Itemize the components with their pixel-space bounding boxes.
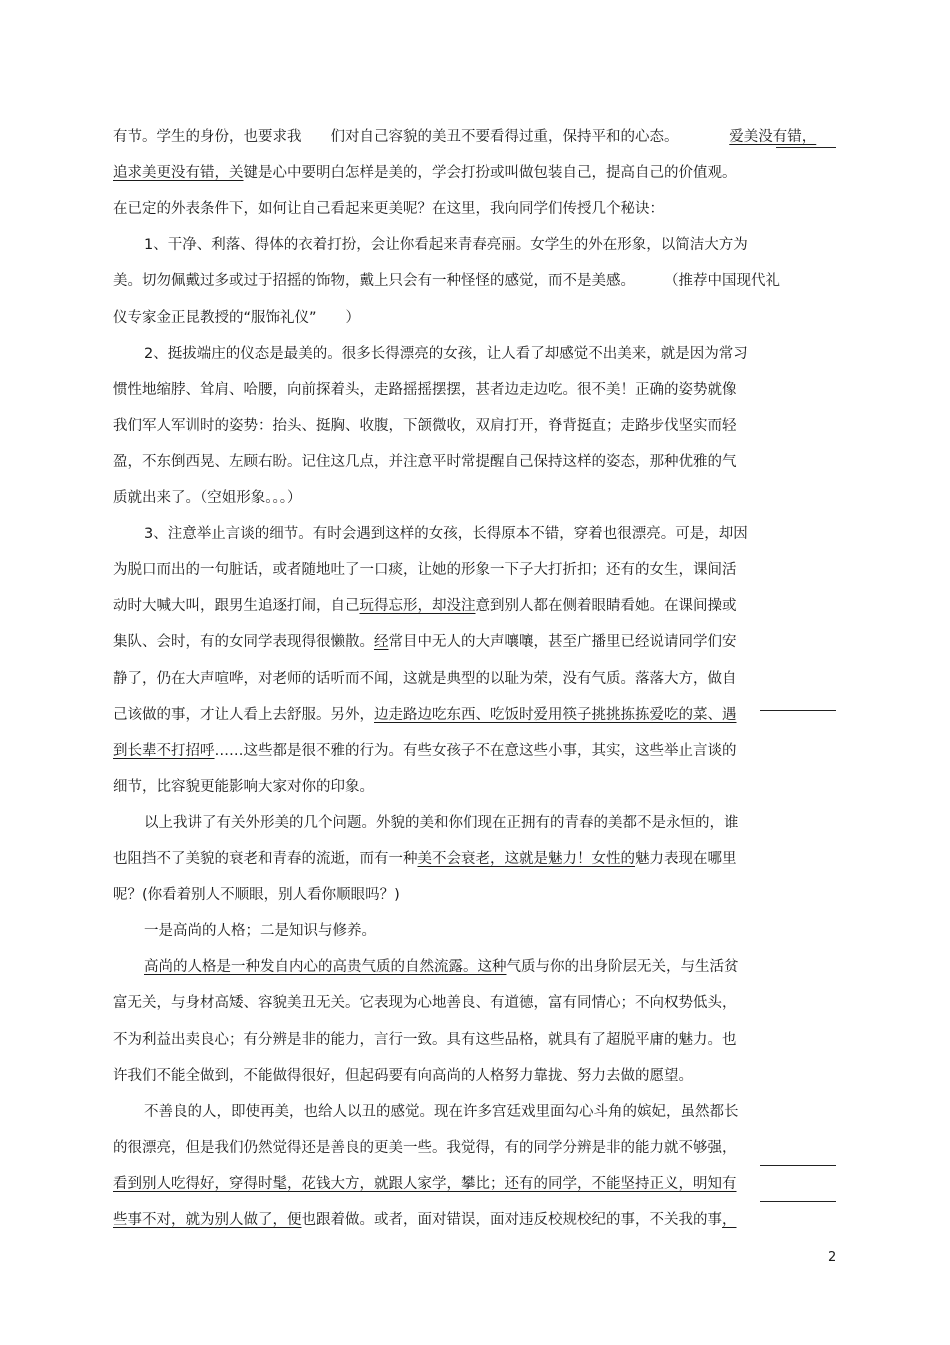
underlined-text: 边走路边吃东西、吃饭时爱用筷子挑挑拣拣爱吃的菜、遇 (374, 706, 737, 723)
text-segment: 键是心中要明白怎样是美的，学会打扮或叫做包装自己，提高自己的价值观。 (243, 165, 737, 182)
text-line (113, 993, 737, 1013)
text-line (113, 271, 780, 291)
text-line (113, 416, 737, 436)
underlined-text: 看到别人吃得好，穿得时髦，花钱大方，就跟人家学，攀比；还有的同学，不能坚持正义，明知有 (113, 1175, 737, 1192)
text-line (113, 452, 737, 472)
text-segment: 集队、会时，有的女同学表现得很懒散。 (113, 634, 374, 651)
page-number: 2 (828, 1250, 837, 1265)
text-line (113, 777, 374, 797)
underlined-text: 爱美没有错， (729, 129, 817, 145)
text-segment: 美。切勿佩戴过多或过于招摇的饰物，戴上只会有一种怪怪的感觉，而不是美感。 （推荐中国现代礼 (113, 273, 780, 290)
text-line (113, 127, 816, 147)
text-segment: 盈，不东倒西晃、左顾右盼。记住这几点，并注意平时常提醒自己保持这样的姿态，那种优雅的气 (113, 453, 737, 470)
text-line (113, 163, 737, 183)
underlined-text: 追求美更没有错，关 (113, 165, 244, 182)
text-line (113, 669, 737, 689)
text-line (113, 849, 737, 869)
text-segment: 呢？(你看着别人不顺眼，别人看你顺眼吗？) (113, 887, 400, 904)
text-segment: 有节。学生的身份，也要求我 们对自己容貌的美丑不要看得过重，保持平和的心态。 (113, 129, 730, 145)
text-line (113, 1174, 737, 1194)
text-segment: 动时大喊大叫，跟男生追逐打闹，自己 (113, 598, 360, 615)
text-line (113, 705, 737, 725)
text-segment: 细节，比容貌更能影响大家对你的印象。 (113, 778, 374, 795)
text-segment: 常目中无人的大声嚷嚷，甚至广播里已经说请同学们安 (388, 634, 737, 651)
text-segment: 也阻挡不了美貌的衰老和青春的流逝，而有一种 (113, 851, 418, 867)
text-line (113, 1066, 693, 1086)
underlined-text: ， (722, 1212, 737, 1228)
text-line (113, 308, 360, 328)
text-segment: 惯性地缩脖、耸肩、哈腰，向前探着头，走路摇摇摆摆，甚者边走边吃。很不美！正确的姿势就像 (113, 381, 737, 398)
text-segment: 的很漂亮，但是我们仍然觉得还是善良的更美一些。我觉得，有的同学分辨是非的能力就不够强， (113, 1139, 737, 1156)
text-segment: 以上我讲了有关外形美的几个问题。外貌的美和你们现在正拥有的青春的美都不是永恒的，谁 (144, 814, 739, 831)
text-segment: ……这些都是很不雅的行为。有些女孩子不在意这些小事，其实，这些举止言谈的 (214, 742, 737, 759)
text-segment: 在已定的外表条件下，如何让自己看起来更美呢？在这里，我向同学们传授几个秘诀： (113, 201, 664, 218)
text-line (113, 1138, 737, 1158)
text-segment: 意到别人都在侧着眼睛看她。在课间操或 (475, 598, 737, 615)
text-segment: 我们军人军训时的姿势：抬头、挺胸、收腹，下颌微收，双肩打开，脊背挺直；走路步伐坚实而轻 (113, 417, 737, 434)
underline-rule (760, 1165, 836, 1166)
text-segment: 魅力表现在哪里 (635, 851, 737, 867)
text-line (113, 632, 737, 652)
text-line (113, 596, 737, 616)
underlined-text: 经 (374, 634, 389, 651)
text-line (113, 885, 400, 905)
text-line (113, 380, 737, 400)
text-line (113, 488, 302, 508)
text-line (113, 1210, 737, 1230)
text-segment: 一是高尚的人格；二是知识与修养。 (144, 923, 376, 940)
text-line (113, 1030, 737, 1050)
text-line (144, 921, 376, 941)
underline-rule (760, 1201, 836, 1202)
text-segment: 许我们不能全做到，不能做得很好，但起码要有向高尚的人格努力靠拢、努力去做的愿望。 (113, 1067, 693, 1084)
text-line (144, 1102, 739, 1122)
text-segment: 己该做的事，才让人看上去舒服。另外， (113, 706, 374, 723)
underlined-text: 些事不对，就为别人做了，便 (113, 1212, 302, 1228)
text-segment: 仪专家金正昆教授的“服饰礼仪” ） (113, 309, 361, 326)
text-segment: 质就出来了。（空姐形象。。。） (113, 490, 302, 506)
text-segment: 不善良的人，即使再美，也给人以丑的感觉。现在许多宫廷戏里面勾心斗角的嫔妃，虽然都长 (144, 1103, 739, 1120)
text-line (144, 524, 748, 544)
text-segment: 3、注意举止言谈的细节。有时会遇到这样的女孩，长得原本不错，穿着也很漂亮。可是，却因 (144, 526, 748, 543)
text-line (113, 741, 737, 761)
underline-rule (760, 710, 836, 711)
text-segment: 2、挺拔端庄的仪态是最美的。很多长得漂亮的女孩，让人看了却感觉不出美来，就是因为常习 (144, 345, 748, 362)
text-segment: 不为利益出卖良心；有分辨是非的能力，言行一致。具有这些品格，就具有了超脱平庸的魅力。也 (113, 1031, 737, 1048)
underline-rule (776, 147, 836, 148)
underlined-text: 高尚的人格是一种发自内心的高贵气质的自然流露。这种 (144, 959, 507, 976)
text-line (144, 813, 739, 833)
text-segment: 富无关，与身材高矮、容貌美丑无关。它表现为心地善良、有道德，富有同情心；不向权势低头， (113, 995, 737, 1012)
text-line (113, 560, 737, 580)
text-segment: 也跟着做。或者，面对错误，面对违反校规校纪的事，不关我的事 (301, 1212, 722, 1228)
text-segment: 1、干净、利落、得体的衣着打扮，会让你看起来青春亮丽。女学生的外在形象，以简洁大方为 (144, 237, 748, 254)
text-line (144, 957, 739, 977)
text-line (113, 199, 664, 219)
underlined-text: 玩得忘形，却没注 (359, 598, 476, 615)
text-line (144, 344, 748, 364)
underlined-text: 美不会衰老，这就是魅力！女性的 (417, 851, 635, 867)
text-segment: 为脱口而出的一句脏话，或者随地吐了一口痰，让她的形象一下子大打折扣；还有的女生，课间活 (113, 562, 737, 579)
text-segment: 静了，仍在大声喧哗，对老师的话听而不闻，这就是典型的以耻为荣，没有气质。落落大方，做自 (113, 670, 737, 687)
text-line (144, 235, 748, 255)
text-segment: 气质与你的出身阶层无关，与生活贫 (506, 959, 739, 976)
underlined-text: 到长辈不打招呼 (113, 742, 215, 759)
